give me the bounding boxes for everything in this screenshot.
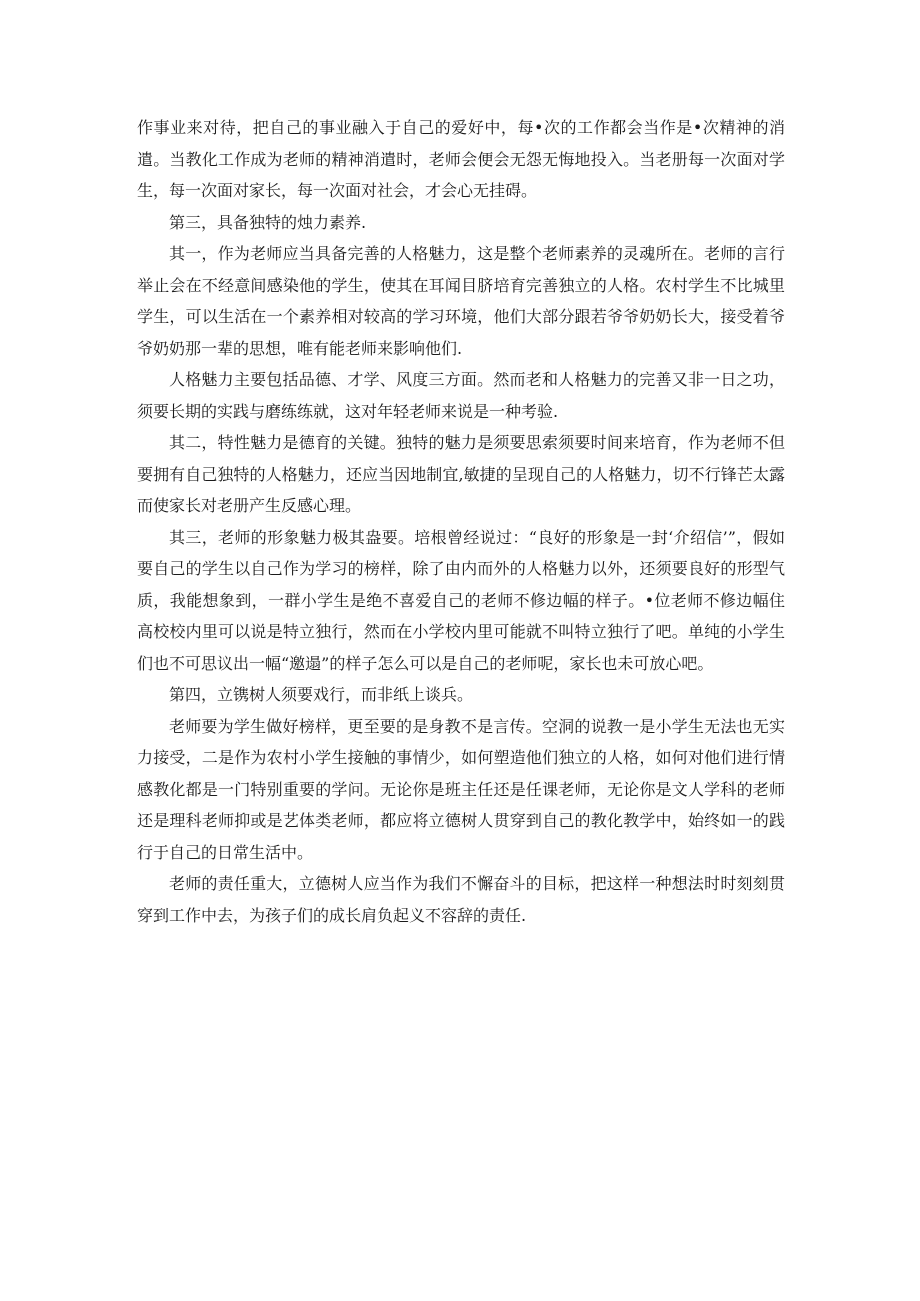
document-body xyxy=(137,112,785,931)
paragraph-6: 其三，老师的形象魅力极其盎要。培根曾经说过：“良好的形象是一封‘介绍信’”，假如要自己的学生以自己作为学习的榜样，除了由内而外的人格魅力以外，还须要良好的形型气质，我能想象到，一群小学生是绝不喜爱自己的老师不修边幅的样子。•位老师不修边幅住高校校内里可以说是特立独行，然而在小学校内里可能就不叫特立独行了吧。单纯的小学生们也不可思议出一幅“邀遢”的样子怎么可以是自己的老师呢，家长也未可放心吧。 xyxy=(137,527,785,673)
paragraph-2: 第三，具备独特的烛力素养. xyxy=(169,212,367,232)
paragraph-1: 作事业来对待，把自己的事业融入于自己的爱好中，每•次的工作都会当作是•次精神的消遣。当教化工作成为老师的精神消遣时，老师会便会无怨无悔地投入。当老册每一次面对学生，每一次面对家长，每一次面对社会，才会心无挂碍。 xyxy=(137,118,785,200)
paragraph-3: 其一，作为老师应当具备完善的人格魅力，这是整个老师素养的灵魂所在。老师的言行举止会在不经意间感染他的学生，使其在耳闻目脐培育完善独立的人格。农村学生不比城里学生，可以生活在一个素养相对较高的学习环境，他们大部分跟若爷爷奶奶长大，接受着爷爷奶奶那一辈的思想，唯有能老师来影响他们. xyxy=(137,244,785,358)
paragraph-9: 老师的责任重大，立德树人应当作为我们不懈奋斗的目标，把这样一种想法时时刻刻贯穿到工作中去，为孩子们的成长肩负起义不容辞的责任. xyxy=(137,874,785,925)
paragraph-5: 其二，特性魅力是德育的关键。独特的魅力是须要思索须要时间来培育，作为老师不但要拥有自己独特的人格魅力，还应当因地制宜,敏捷的呈现自己的人格魅力，切不行锋芒太露而使家长对老册产生反感心理。 xyxy=(137,433,785,515)
paragraph-8: 老师要为学生做好榜样，更至要的是身教不是言传。空洞的说教一是小学生无法也无实力接受，二是作为农村小学生接触的事情少，如何塑造他们独立的人格，如何对他们进行情感教化都是一门特别重要的学问。无论你是班主任还是任课老师，无论你是文人学科的老师还是理科老师抑或是艺体类老师，都应将立德树人贯穿到自己的教化教学中，始终如一的践行于自己的日常生活中。 xyxy=(137,716,785,862)
paragraph-4: 人格魅力主要包括品德、才学、风度三方面。然而老和人格魅力的完善又非一日之功，须要长期的实践与磨练练就，这对年轻老师来说是一种考验. xyxy=(137,370,785,421)
paragraph-7: 第四，立镌树人须要戏行，而非纸上谈兵。 xyxy=(169,685,474,704)
